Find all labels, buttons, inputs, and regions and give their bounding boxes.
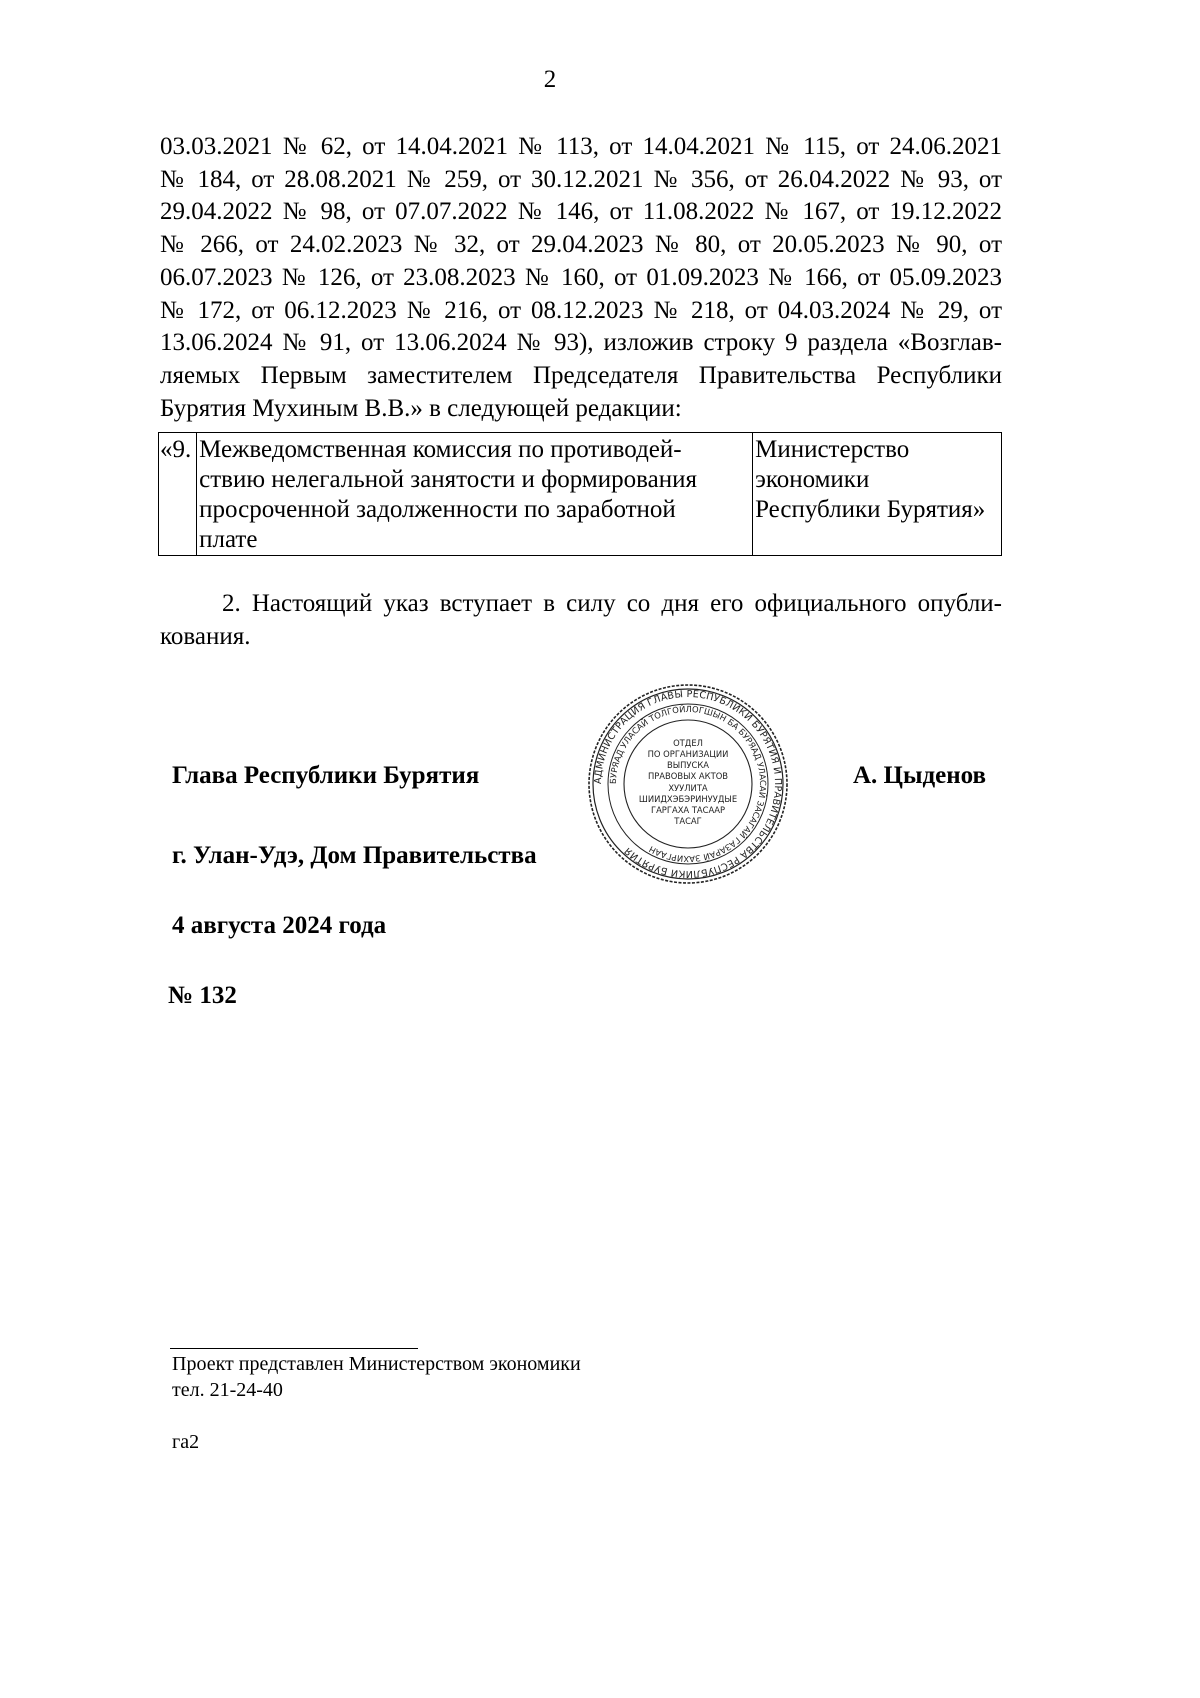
decree-number: № 132 [168, 982, 237, 1009]
signatory-name: А. Цыденов [853, 762, 987, 789]
seal-center-line: ХУУЛИТА [668, 783, 708, 793]
intro-line: № 266, от 24.02.2023 № 32, от 29.04.2023 № 80, от 20.05.2023 № 90, от [160, 231, 1002, 259]
intro-line: 29.04.2022 № 98, от 07.07.2022 № 146, от 11.08.2022 № 167, от 19.12.2022 [160, 198, 1002, 226]
seal-center-line: ГАРГАХА ТАСААР [650, 805, 726, 815]
document-code: га2 [172, 1431, 200, 1453]
commission-line: плате [199, 526, 258, 553]
footnote-divider [170, 1348, 418, 1349]
commission-line: ствию нелегальной занятости и формирования [199, 466, 697, 493]
signatory-title: Глава Республики Бурятия [172, 762, 480, 789]
official-seal [581, 684, 795, 884]
intro-paragraph [160, 131, 1002, 425]
seal-center-line: ПРАВОВЫХ АКТОВ [647, 771, 729, 781]
ministry-line: экономики [755, 466, 870, 493]
seal-outer-text: АДМИНИСТРАЦИЯ ГЛАВЫ РЕСПУБЛИКИ БУРЯТИЯ И ПРАВИТЕЛЬСТВА РЕСПУБЛИКИ БУРЯТИЯ [592, 688, 784, 880]
decree-date: 4 августа 2024 года [172, 912, 387, 939]
ministry-line: Министерство [755, 436, 910, 463]
seal-center-line: ТАСАГ [674, 816, 702, 826]
intro-line: ляемых Первым заместителем Председателя Правительства Республики [160, 361, 1002, 389]
commission-line: Межведомственная комиссия по противодей- [199, 436, 682, 463]
intro-line: № 172, от 06.12.2023 № 216, от 08.12.2023 № 218, от 04.03.2024 № 29, от [160, 296, 1002, 324]
ministry-cell [753, 433, 1002, 556]
intro-line: 03.03.2021 № 62, от 14.04.2021 № 113, от 14.04.2021 № 115, от 24.06.2021 [160, 133, 1002, 160]
place-of-signing: г. Улан-Удэ, Дом Правительства [172, 842, 537, 869]
page-number: 2 [543, 66, 557, 93]
intro-line: 06.07.2023 № 126, от 23.08.2023 № 160, от 01.09.2023 № 166, от 05.09.2023 [160, 263, 1002, 291]
seal-inner-text: БУРЯАД УЛАСАЙ ТОЛГОЙЛОГШЫН БА БУРЯАД УЛАСАЙ ЗАСАГАЙ ГАЗАРАЙ ЗАХИРГААН [607, 703, 769, 865]
table-row [159, 433, 1002, 556]
point-2-paragraph [160, 588, 1002, 653]
commission-cell [197, 433, 753, 556]
footnote-phone: тел. 21-24-40 [172, 1379, 283, 1401]
seal-center-line: ОТДЕЛ [673, 738, 703, 748]
commission-line: просроченной задолженности по заработной [199, 496, 676, 523]
intro-line: 13.06.2024 № 91, от 13.06.2024 № 93), изложив строку 9 раздела «Возглав- [160, 329, 1002, 357]
row-number-cell: «9. [159, 433, 197, 556]
intro-line: Бурятия Мухиным В.В.» в следующей редакции: [160, 394, 682, 422]
point-2-line: кования. [160, 622, 251, 650]
amendment-table [158, 432, 1002, 556]
seal-center-line: ШИИДХЭБЭРИНУУДЫЕ [638, 794, 738, 804]
point-2-line: 2. Настоящий указ вступает в силу со дня его официального опубли- [222, 590, 1002, 617]
seal-center-line: ВЫПУСКА [666, 760, 710, 770]
ministry-line: Республики Бурятия» [755, 496, 986, 523]
footnote-prepared-by: Проект представлен Министерством экономики [172, 1353, 581, 1375]
intro-line: № 184, от 28.08.2021 № 259, от 30.12.2021 № 356, от 26.04.2022 № 93, от [160, 165, 1002, 193]
seal-center-line: ПО ОРГАНИЗАЦИИ [647, 749, 729, 759]
